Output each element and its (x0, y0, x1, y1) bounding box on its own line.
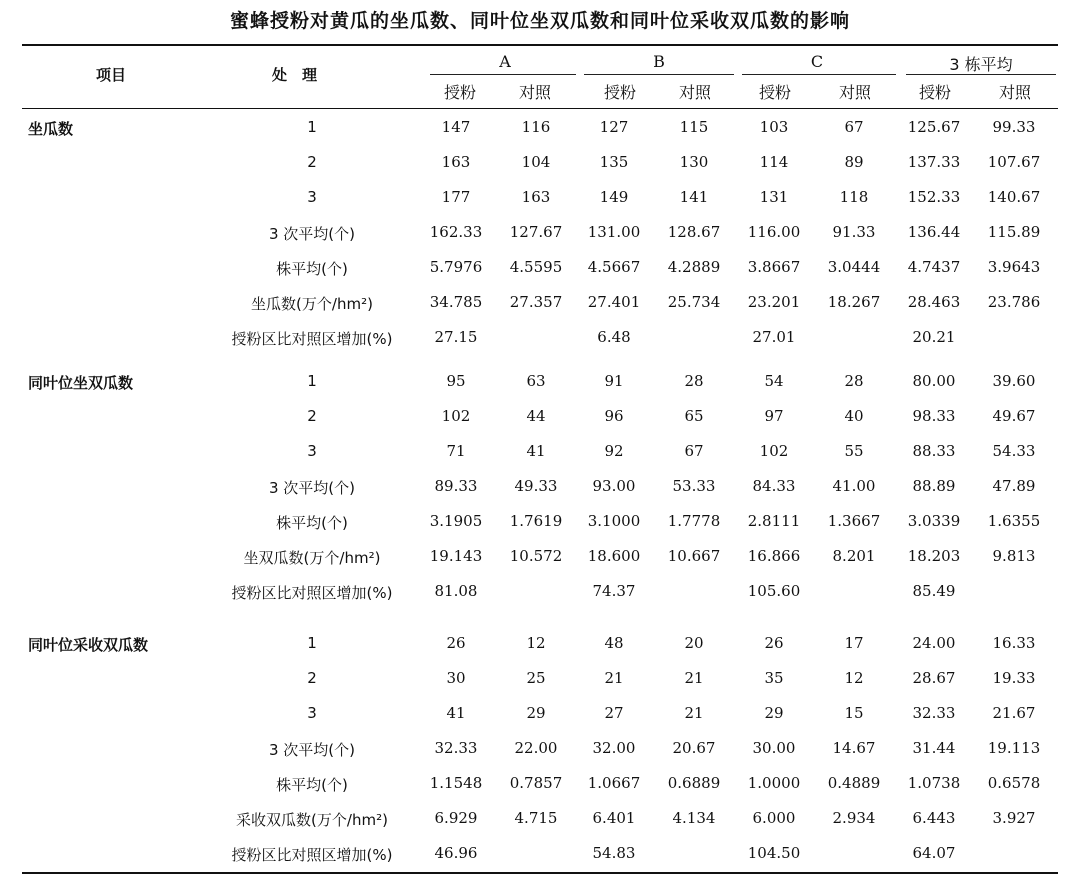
table-cell: 53.33 (672, 477, 716, 495)
table-cell: 46.96 (434, 844, 478, 862)
table-cell: 40 (844, 407, 864, 425)
header-treatment: 处 理 (272, 66, 318, 84)
table-cell: 102 (759, 442, 789, 460)
table-cell: 20.21 (912, 328, 956, 346)
table-cell: 85.49 (912, 582, 956, 600)
table-cell: 6.443 (912, 809, 956, 827)
table-cell: 41 (526, 442, 546, 460)
table-row (0, 215, 1080, 249)
treatment-label: 3 次平均(个) (268, 479, 356, 497)
table-cell: 1.1548 (429, 774, 483, 792)
table-cell: 4.7437 (907, 258, 961, 276)
treatment-label: 授粉区比对照区增加(%) (231, 584, 393, 602)
table-cell: 105.60 (747, 582, 801, 600)
table-cell: 27.401 (587, 293, 641, 311)
table-cell: 81.08 (434, 582, 478, 600)
table-cell: 127.67 (509, 223, 563, 241)
table-cell: 131.00 (587, 223, 641, 241)
table-row (0, 250, 1080, 284)
table-cell: 19.143 (429, 547, 483, 565)
table-cell: 115.89 (987, 223, 1041, 241)
table-cell: 141 (679, 188, 709, 206)
group-rule-average (906, 74, 1056, 75)
table-cell: 91.33 (832, 223, 876, 241)
table-cell: 147 (441, 118, 471, 136)
table-cell: 140.67 (987, 188, 1041, 206)
table-cell: 1.3667 (827, 512, 881, 530)
table-cell: 118 (839, 188, 869, 206)
table-cell: 4.715 (514, 809, 558, 827)
table-cell: 21 (684, 704, 704, 722)
table-cell: 89.33 (434, 477, 478, 495)
table-cell: 1.0000 (747, 774, 801, 792)
table-cell: 104.50 (747, 844, 801, 862)
table-cell: 27 (604, 704, 624, 722)
treatment-label: 2 (307, 153, 317, 171)
table-cell: 21 (604, 669, 624, 687)
table-cell: 102 (441, 407, 471, 425)
table-cell: 9.813 (992, 547, 1036, 565)
table-cell: 19.33 (992, 669, 1036, 687)
table-cell: 26 (764, 634, 784, 652)
table-cell: 6.929 (434, 809, 478, 827)
table-cell: 1.6355 (987, 512, 1041, 530)
table-cell: 0.6578 (987, 774, 1041, 792)
table-cell: 2.934 (832, 809, 876, 827)
table-cell: 115 (679, 118, 709, 136)
table-cell: 30.00 (752, 739, 796, 757)
table-cell: 29 (526, 704, 546, 722)
table-cell: 3.9643 (987, 258, 1041, 276)
header-group-b: B (653, 52, 665, 71)
table-cell: 35 (764, 669, 784, 687)
bottom-rule (22, 872, 1058, 874)
header-sub-avg-pollinated: 授粉 (918, 83, 951, 102)
table-cell: 29 (764, 704, 784, 722)
table-cell: 55 (844, 442, 864, 460)
table-cell: 93.00 (592, 477, 636, 495)
treatment-label: 2 (307, 407, 317, 425)
table-cell: 1.7619 (509, 512, 563, 530)
table-cell: 18.203 (907, 547, 961, 565)
table-cell: 18.600 (587, 547, 641, 565)
table-cell: 97 (764, 407, 784, 425)
table-cell: 54.33 (992, 442, 1036, 460)
table-cell: 2.8111 (747, 512, 801, 530)
header-sub-b-pollinated: 授粉 (603, 83, 636, 102)
table-row (0, 399, 1080, 433)
table-cell: 6.000 (752, 809, 796, 827)
table-row (0, 145, 1080, 179)
table-cell: 39.60 (992, 372, 1036, 390)
table-cell: 88.89 (912, 477, 956, 495)
table-cell: 25.734 (667, 293, 721, 311)
table-cell: 6.401 (592, 809, 636, 827)
table-cell: 28.67 (912, 669, 956, 687)
table-cell: 28 (684, 372, 704, 390)
table-cell: 14.67 (832, 739, 876, 757)
table-cell: 163 (441, 153, 471, 171)
table-cell: 1.0738 (907, 774, 961, 792)
treatment-label: 1 (307, 118, 317, 136)
treatment-label: 株平均(个) (276, 514, 348, 532)
treatment-label: 株平均(个) (276, 260, 348, 278)
table-cell: 4.5595 (509, 258, 563, 276)
table-cell: 24.00 (912, 634, 956, 652)
table-cell: 31.44 (912, 739, 956, 757)
table-cell: 98.33 (912, 407, 956, 425)
table-cell: 16.866 (747, 547, 801, 565)
table-cell: 41.00 (832, 477, 876, 495)
table-cell: 0.4889 (827, 774, 881, 792)
treatment-label: 3 (307, 442, 317, 460)
table-cell: 32.33 (912, 704, 956, 722)
table-cell: 65 (684, 407, 704, 425)
table-row (0, 731, 1080, 765)
table-cell: 104 (521, 153, 551, 171)
header-sub-a-pollinated: 授粉 (443, 83, 476, 102)
table-cell: 23.201 (747, 293, 801, 311)
table-row (0, 504, 1080, 538)
header-sub-c-pollinated: 授粉 (758, 83, 791, 102)
table-row (0, 364, 1080, 398)
table-cell: 3.0444 (827, 258, 881, 276)
table-cell: 177 (441, 188, 471, 206)
table-cell: 19.113 (987, 739, 1041, 757)
treatment-label: 3 (307, 188, 317, 206)
table-cell: 3.8667 (747, 258, 801, 276)
treatment-label: 株平均(个) (276, 776, 348, 794)
table-cell: 12 (844, 669, 864, 687)
top-rule (22, 44, 1058, 46)
treatment-label: 授粉区比对照区增加(%) (231, 330, 393, 348)
header-rule (22, 108, 1058, 109)
header-item: 项目 (96, 66, 127, 84)
table-cell: 116.00 (747, 223, 801, 241)
table-cell: 162.33 (429, 223, 483, 241)
table-cell: 127 (599, 118, 629, 136)
table-cell: 130 (679, 153, 709, 171)
table-cell: 32.33 (434, 739, 478, 757)
table-cell: 107.67 (987, 153, 1041, 171)
table-cell: 88.33 (912, 442, 956, 460)
header-sub-avg-control: 对照 (998, 83, 1031, 102)
table-cell: 34.785 (429, 293, 483, 311)
table-row (0, 469, 1080, 503)
section-label: 同叶位坐双瓜数 (28, 374, 134, 392)
table-row (0, 110, 1080, 144)
table-cell: 12 (526, 634, 546, 652)
table-row (0, 574, 1080, 608)
table-cell: 44 (526, 407, 546, 425)
table-row (0, 696, 1080, 730)
table-cell: 10.667 (667, 547, 721, 565)
table-cell: 4.2889 (667, 258, 721, 276)
table-row (0, 661, 1080, 695)
table-row (0, 285, 1080, 319)
table-cell: 21 (684, 669, 704, 687)
table-cell: 48 (604, 634, 624, 652)
table-cell: 84.33 (752, 477, 796, 495)
table-cell: 103 (759, 118, 789, 136)
table-cell: 67 (844, 118, 864, 136)
table-cell: 15 (844, 704, 864, 722)
table-cell: 3.0339 (907, 512, 961, 530)
table-cell: 54.83 (592, 844, 636, 862)
table-cell: 96 (604, 407, 624, 425)
table-cell: 49.33 (514, 477, 558, 495)
table-row (0, 180, 1080, 214)
table-cell: 163 (521, 188, 551, 206)
table-cell: 21.67 (992, 704, 1036, 722)
treatment-label: 3 (307, 704, 317, 722)
table-cell: 8.201 (832, 547, 876, 565)
table-row (0, 766, 1080, 800)
header-group-c: C (810, 52, 824, 71)
table-cell: 6.48 (597, 328, 631, 346)
table-cell: 80.00 (912, 372, 956, 390)
table-cell: 95 (446, 372, 466, 390)
group-rule-c (742, 74, 896, 75)
table-cell: 28.463 (907, 293, 961, 311)
table-cell: 4.134 (672, 809, 716, 827)
table-cell: 91 (604, 372, 624, 390)
treatment-label: 采收双瓜数(万个/hm²) (236, 811, 388, 829)
table-cell: 28 (844, 372, 864, 390)
table-row (0, 434, 1080, 468)
table-cell: 0.6889 (667, 774, 721, 792)
table-cell: 20 (684, 634, 704, 652)
table-cell: 67 (684, 442, 704, 460)
table-cell: 3.1000 (587, 512, 641, 530)
table-cell: 22.00 (514, 739, 558, 757)
table-cell: 41 (446, 704, 466, 722)
treatment-label: 授粉区比对照区增加(%) (231, 846, 393, 864)
table-cell: 27.15 (434, 328, 478, 346)
group-rule-a (430, 74, 576, 75)
table-cell: 64.07 (912, 844, 956, 862)
table-cell: 114 (759, 153, 789, 171)
table-cell: 152.33 (907, 188, 961, 206)
table-cell: 27.01 (752, 328, 796, 346)
table-cell: 136.44 (907, 223, 961, 241)
treatment-label: 坐双瓜数(万个/hm²) (243, 549, 381, 567)
table-cell: 17 (844, 634, 864, 652)
table-cell: 54 (764, 372, 784, 390)
table-cell: 89 (844, 153, 864, 171)
table-cell: 3.1905 (429, 512, 483, 530)
table-cell: 47.89 (992, 477, 1036, 495)
header-sub-c-control: 对照 (838, 83, 871, 102)
table-cell: 116 (521, 118, 551, 136)
table-cell: 1.7778 (667, 512, 721, 530)
table-row (0, 320, 1080, 354)
treatment-label: 3 次平均(个) (268, 741, 356, 759)
header-sub-a-control: 对照 (518, 83, 551, 102)
table-cell: 10.572 (509, 547, 563, 565)
table-cell: 20.67 (672, 739, 716, 757)
table-cell: 128.67 (667, 223, 721, 241)
table-cell: 23.786 (987, 293, 1041, 311)
table-cell: 74.37 (592, 582, 636, 600)
treatment-label: 2 (307, 669, 317, 687)
table-cell: 25 (526, 669, 546, 687)
table-cell: 26 (446, 634, 466, 652)
table-cell: 1.0667 (587, 774, 641, 792)
treatment-label: 坐瓜数(万个/hm²) (251, 295, 373, 313)
table-cell: 71 (446, 442, 466, 460)
table-cell: 16.33 (992, 634, 1036, 652)
table-cell: 32.00 (592, 739, 636, 757)
section-label: 坐瓜数 (28, 120, 74, 138)
table-cell: 49.67 (992, 407, 1036, 425)
table-cell: 27.357 (509, 293, 563, 311)
table-row (0, 539, 1080, 573)
table-cell: 125.67 (907, 118, 961, 136)
treatment-label: 1 (307, 634, 317, 652)
table-row (0, 801, 1080, 835)
table-cell: 18.267 (827, 293, 881, 311)
group-rule-b (584, 74, 734, 75)
table-cell: 149 (599, 188, 629, 206)
header-group-average: 3 栋平均 (949, 55, 1013, 74)
table-row (0, 836, 1080, 870)
table-cell: 3.927 (992, 809, 1036, 827)
treatment-label: 3 次平均(个) (268, 225, 356, 243)
section-label: 同叶位采收双瓜数 (28, 636, 149, 654)
table-row (0, 626, 1080, 660)
table-cell: 4.5667 (587, 258, 641, 276)
table-cell: 137.33 (907, 153, 961, 171)
table-cell: 99.33 (992, 118, 1036, 136)
table-title: 蜜蜂授粉对黄瓜的坐瓜数、同叶位坐双瓜数和同叶位采收双瓜数的影响 (229, 10, 850, 32)
table-cell: 92 (604, 442, 624, 460)
header-group-a: A (499, 52, 511, 71)
table-cell: 30 (446, 669, 466, 687)
header-sub-b-control: 对照 (678, 83, 711, 102)
table-cell: 63 (526, 372, 546, 390)
table-cell: 135 (599, 153, 629, 171)
table-cell: 131 (759, 188, 789, 206)
table-cell: 0.7857 (509, 774, 563, 792)
treatment-label: 1 (307, 372, 317, 390)
table-cell: 5.7976 (429, 258, 483, 276)
